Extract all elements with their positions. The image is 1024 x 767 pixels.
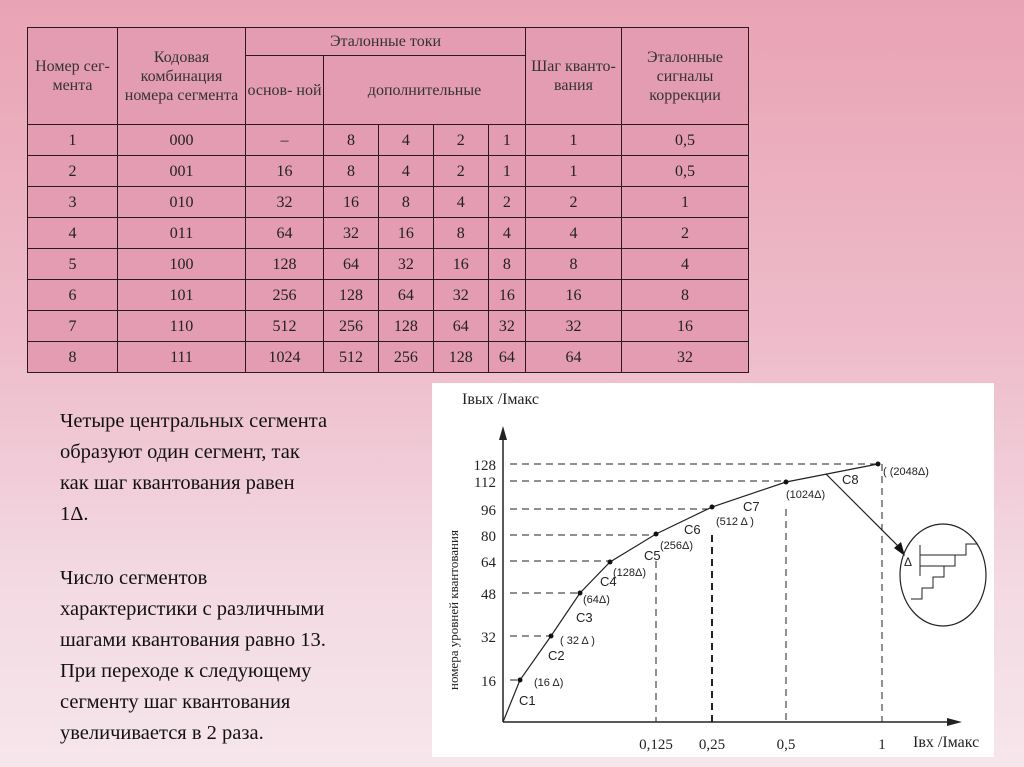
table-cell: 110 [118,311,246,342]
header-main: основ- ной [246,56,324,125]
table-cell: 16 [378,218,433,249]
table-cell: 1024 [246,342,324,373]
text-line: сегменту шаг квантования [60,691,291,713]
table-cell: 010 [118,187,246,218]
x-tick-label: 0,25 [698,737,726,753]
y-tick-label: 32 [481,630,496,646]
table-cell: 256 [246,280,324,311]
text-line: 1Δ. [60,503,89,525]
point-label: (128Δ) [613,567,647,579]
segment-label: C7 [743,499,760,514]
table-cell: 256 [324,311,379,342]
table-cell: 8 [622,280,749,311]
header-segment: Номер сег- мента [28,28,118,125]
y-tick-label: 96 [481,503,496,519]
breakpoint [578,591,583,596]
table-cell: – [246,125,324,156]
segment-label: C8 [842,472,859,487]
segment-label: C4 [600,574,617,589]
table-cell: 4 [433,187,488,218]
table-cell: 256 [378,342,433,373]
table-cell: 001 [118,156,246,187]
table-cell: 1 [526,156,622,187]
table-cell: 4 [28,218,118,249]
table-cell: 16 [526,280,622,311]
table-cell: 32 [526,311,622,342]
table-cell: 1 [28,125,118,156]
table-cell: 8 [488,249,525,280]
breakpoint [654,532,659,537]
y-tick-label: 128 [473,458,496,474]
table-cell: 16 [324,187,379,218]
figure-background [432,383,994,757]
table-cell: 128 [324,280,379,311]
point-label: ( 32 Δ ) [560,635,595,647]
x-tick-label: 0,5 [776,737,796,753]
header-currents: Эталонные токи [246,28,526,56]
text-line: увеличивается в 2 раза. [60,722,264,744]
table-cell: 16 [433,249,488,280]
y-tick-label: 64 [481,555,496,571]
table-cell: 2 [526,187,622,218]
y-axis-label: номера уровней квантования [446,530,461,690]
header-step: Шаг кванто- вания [526,28,622,125]
x-tick-label: 1 [878,737,886,753]
breakpoint [549,634,554,639]
table-cell: 4 [488,218,525,249]
table-cell: 1 [526,125,622,156]
table-cell: 32 [622,342,749,373]
point-label: (1024Δ) [786,489,826,501]
table-cell: 8 [433,218,488,249]
x-tick-label: 0,125 [639,737,673,753]
table-cell: 6 [28,280,118,311]
table-cell: 2 [622,218,749,249]
table-cell: 64 [378,280,433,311]
segment-label: C5 [644,548,661,563]
segment-label: C3 [576,610,593,625]
segment-label: C6 [684,522,701,537]
point-label: (512 Δ ) [716,516,754,528]
breakpoint [518,678,523,683]
table-cell: 32 [433,280,488,311]
table-cell: 128 [433,342,488,373]
table-cell: 64 [324,249,379,280]
table-cell: 64 [488,342,525,373]
point-label: (16 Δ) [534,677,564,689]
table-cell: 1 [622,187,749,218]
table-cell: 4 [622,249,749,280]
table-cell: 011 [118,218,246,249]
table-cell: 64 [433,311,488,342]
table-cell: 2 [28,156,118,187]
text-line: образуют один сегмент, так [60,441,300,463]
y-axis-title: Iвых /Iмакс [462,391,539,408]
table-cell: 4 [378,125,433,156]
text-line: характеристики с различными [60,598,325,620]
table-cell: 4 [526,218,622,249]
table-cell: 8 [28,342,118,373]
table-cell: 100 [118,249,246,280]
header-extra: дополнительные [324,56,526,125]
x-axis-title: Iвх /Iмакс [913,734,980,751]
table-cell: 512 [246,311,324,342]
table-cell: 8 [324,125,379,156]
y-tick-label: 16 [481,674,496,690]
table-cell: 2 [433,156,488,187]
table-cell: 111 [118,342,246,373]
table-cell: 101 [118,280,246,311]
table-cell: 4 [378,156,433,187]
table-cell: 32 [246,187,324,218]
table-cell: 7 [28,311,118,342]
point-label: (64Δ) [583,594,610,606]
text-line: Число сегментов [60,567,208,589]
table-cell: 8 [324,156,379,187]
table-cell: 1 [488,125,525,156]
text-line: Четыре центральных сегмента [60,410,328,432]
table-cell: 16 [622,311,749,342]
y-tick-label: 80 [481,529,496,545]
header-correction: Эталонные сигналы коррекции [622,28,749,125]
table-cell: 2 [488,187,525,218]
table-cell: 16 [246,156,324,187]
segment-label: C2 [548,648,565,663]
table-cell: 0,5 [622,125,749,156]
point-label: (256Δ) [660,540,694,552]
table-cell: 64 [526,342,622,373]
breakpoint [710,505,715,510]
text-line: как шаг квантования равен [60,472,295,494]
table-cell: 3 [28,187,118,218]
text-line: При переходе к следующему [60,660,312,682]
header-code: Кодовая комбинация номера сегмента [118,28,246,125]
point-label: ( (2048Δ) [883,466,929,478]
table-cell: 16 [488,280,525,311]
text-line: шагами квантования равно 13. [60,629,326,651]
table-cell: 5 [28,249,118,280]
y-tick-label: 112 [474,475,496,491]
table-cell: 2 [433,125,488,156]
table-cell: 64 [246,218,324,249]
table-cell: 0,5 [622,156,749,187]
table-cell: 1 [488,156,525,187]
table-cell: 000 [118,125,246,156]
breakpoint [784,480,789,485]
table-cell: 32 [488,311,525,342]
delta-label: Δ [904,555,913,569]
breakpoint [608,560,613,565]
y-tick-label: 48 [481,587,496,603]
table-cell: 32 [324,218,379,249]
table-cell: 512 [324,342,379,373]
segment-label: C1 [519,693,536,708]
table-cell: 128 [378,311,433,342]
breakpoint [876,462,881,467]
table-cell: 32 [378,249,433,280]
table-cell: 8 [526,249,622,280]
table-cell: 128 [246,249,324,280]
table-cell: 8 [378,187,433,218]
